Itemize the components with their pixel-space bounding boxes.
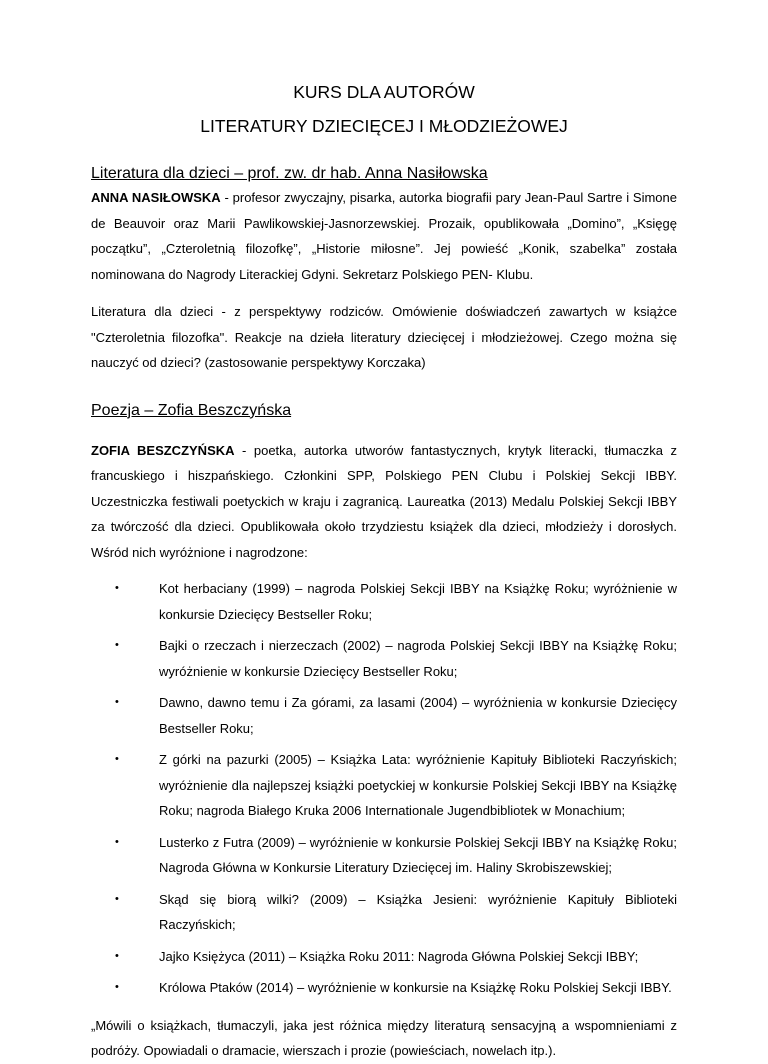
- award-text: Jajko Księżyca (2011) – Książka Roku 2011: Nagroda Główna Polskiej Sekcji IBBY;: [159, 948, 639, 964]
- award-text: Z górki na pazurki (2005) – Książka Lata: wyróżnienie Kapituły Biblioteki Raczyńskich; wyróżnienie dla najlepszej książki poetyckiej w konkursie Polskiej Sekcji IBBY na Książkę Roku; nagroda Białego Kruka 2006 Internationale Jugendbibliotek w Monachium;: [159, 752, 677, 818]
- bullet-icon: •: [115, 835, 119, 848]
- award-text: Dawno, dawno temu i Za górami, za lasami (2004) – wyróżnienia w konkursie Dziecięcy Bestseller Roku;: [159, 695, 677, 736]
- bullet-icon: •: [115, 949, 119, 962]
- list-item: [91, 633, 677, 684]
- bio-anna-nasilowska: [91, 185, 677, 287]
- bullet-icon: •: [115, 639, 119, 651]
- list-item: [91, 944, 677, 970]
- section-heading-literatura: Literatura dla dzieci – prof. zw. dr hab. Anna Nasiłowska: [91, 165, 488, 182]
- bio-lead-name: ZOFIA BESZCZYŃSKA: [91, 442, 235, 458]
- bio-text: - profesor zwyczajny, pisarka, autorka biografii pary Jean-Paul Sartre i Simone de Beauvoir oraz Marii Pawlikowskiej-Jasnorzewskiej. Prozaik, opublikowała „Domino”, „Księgę początku”, „Czteroletnią filozofkę”, „Historie miłosne”. Jej powieść „Konik, szabelka” została nominowana do Nagrody Literackiej Gdyni. Sekretarz Polskiego PEN- Klubu.: [91, 190, 677, 282]
- list-item: [91, 830, 677, 881]
- document-title-line1: KURS DLA AUTORÓW: [293, 82, 475, 102]
- document-title-line2: LITERATURY DZIECIĘCEJ I MŁODZIEŻOWEJ: [200, 116, 568, 136]
- bio-zofia-beszczynska: [91, 438, 677, 566]
- awards-list: [91, 576, 677, 1001]
- list-item: [91, 747, 677, 824]
- bullet-icon: •: [115, 582, 119, 594]
- list-item: [91, 975, 677, 1001]
- section-heading-poezja: Poezja – Zofia Beszczyńska: [91, 401, 292, 419]
- award-text: Kot herbaciany (1999) – nagroda Polskiej Sekcji IBBY na Książkę Roku; wyróżnienie w konkursie Dziecięcy Bestseller Roku;: [159, 581, 677, 622]
- bullet-icon: •: [115, 753, 119, 765]
- bio-lead-name: ANNA NASIŁOWSKA: [91, 190, 221, 205]
- bullet-icon: •: [115, 892, 119, 905]
- list-item: [91, 576, 677, 627]
- list-item: [91, 887, 677, 938]
- bullet-icon: •: [115, 696, 119, 708]
- list-item: [91, 690, 677, 741]
- closing-paragraph: „Mówili o książkach, tłumaczyli, jaka jest różnica między literaturą sensacyjną a wspomnieniami z podróży. Opowiadali o dramacie, wierszach i prozie (powieściach, nowelach itp.).: [91, 1017, 677, 1058]
- award-text: Bajki o rzeczach i nierzeczach (2002) – nagroda Polskiej Sekcji IBBY na Książkę Roku; wyróżnienie w konkursie Dziecięcy Bestseller Roku;: [159, 638, 677, 679]
- award-text: Lusterko z Futra (2009) – wyróżnienie w konkursie Polskiej Sekcji IBBY na Książkę Roku; Nagroda Główna w Konkursie Literatury Dziecięcej im. Haliny Skrobiszewskiej;: [159, 834, 677, 875]
- bio-text: - poetka, autorka utworów fantastycznych, krytyk literacki, tłumaczka z francuskiego i hiszpańskiego. Członkini SPP, Polskiego PEN Clubu i Polskiej Sekcji IBBY. Uczestniczka festiwali poetyckich w kraju i zagranicą. Laureatka (2013) Medalu Polskiej Sekcji IBBY za twórczość dla dzieci. Opublikowała około trzydziestu książek dla dzieci, młodzieży i dorosłych. Wśród nich wyróżnione i nagrodzone:: [91, 442, 678, 560]
- bullet-icon: •: [115, 981, 119, 993]
- course-description: Literatura dla dzieci - z perspektywy rodziców. Omówienie doświadczeń zawartych w książce "Czteroletnia filozofka". Reakcje na dzieła literatury dziecięcej i młodzieżowej. Czego można się nauczyć od dzieci? (zastosowanie perspektywy Korczaka): [91, 304, 677, 370]
- award-text: Skąd się biorą wilki? (2009) – Książka Jesieni: wyróżnienie Kapituły Biblioteki Raczyńskich;: [159, 891, 677, 932]
- award-text: Królowa Ptaków (2014) – wyróżnienie w konkursie na Książkę Roku Polskiej Sekcji IBBY.: [159, 980, 672, 995]
